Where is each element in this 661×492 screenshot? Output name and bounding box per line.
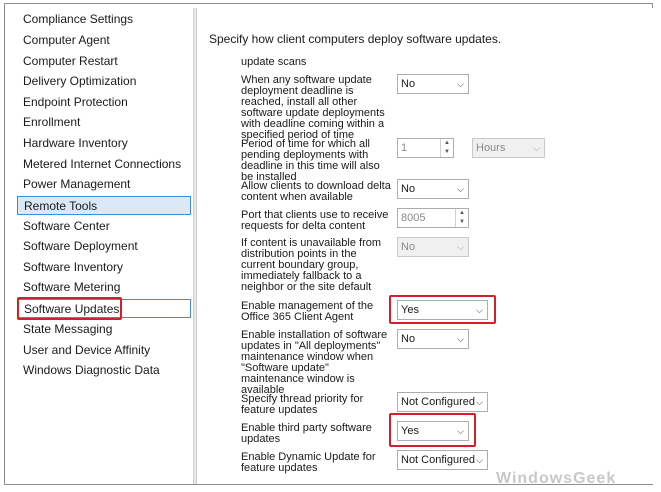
fallback-select[interactable] [397, 237, 469, 257]
nav-item-enrollment[interactable]: Enrollment [23, 115, 81, 129]
setting-label-thread-priority: Specify thread priority for feature updates [241, 393, 364, 416]
setting-label-fallback: If content is unavailable from distribution points in the current boundary group, immediately fallback to a neighbor or the site default [241, 237, 382, 293]
setting-label-delta-port: Port that clients use to receive requests for delta content [241, 209, 389, 232]
fallback-value: No [401, 241, 416, 253]
pending-period-spinner[interactable] [397, 138, 454, 158]
delta-port-spinner[interactable] [397, 208, 469, 228]
pending-period-unit-value: Hours [476, 142, 506, 154]
dynamic-update-value: Not Configured [401, 454, 475, 466]
chevron-down-icon: ⌵ [476, 397, 483, 407]
nav-item-software-center[interactable]: Software Center [23, 219, 110, 233]
nav-item-remote-tools[interactable]: Remote Tools [17, 196, 191, 215]
nav-item-state-messaging[interactable]: State Messaging [23, 322, 113, 336]
pending-period-unit-select[interactable] [472, 138, 545, 158]
setting-label-update-scans: update scans [241, 57, 307, 68]
office-365-value: Yes [401, 304, 419, 316]
nav-item-software-deployment[interactable]: Software Deployment [23, 239, 138, 253]
software-updates-highlight-box [17, 297, 122, 320]
nav-item-computer-restart[interactable]: Computer Restart [23, 54, 118, 68]
setting-label-deadline-install: When any software update deployment deadline is reached, install all other software update deployments with deadline coming within a specified period of time [241, 74, 385, 141]
settings-window [4, 3, 653, 485]
thread-priority-select[interactable] [397, 392, 488, 412]
nav-item-software-metering[interactable]: Software Metering [23, 280, 121, 294]
setting-label-maintenance-window: Enable installation of software updates in "All deployments" maintenance window when "Software update" maintenance window is available [241, 329, 388, 396]
delta-content-select[interactable] [397, 179, 469, 199]
thread-priority-value: Not Configured [401, 396, 475, 408]
pending-period-value: 1 [401, 142, 408, 154]
chevron-down-icon: ⌵ [457, 184, 464, 194]
nav-item-compliance-settings[interactable]: Compliance Settings [23, 12, 134, 26]
chevron-down-icon: ⌵ [457, 334, 464, 344]
dynamic-update-select[interactable] [397, 450, 488, 470]
office-365-highlight-box [389, 295, 496, 324]
deadline-install-select[interactable] [397, 74, 469, 94]
chevron-down-icon: ⌵ [457, 79, 464, 89]
nav-item-computer-agent[interactable]: Computer Agent [23, 33, 110, 47]
setting-label-third-party: Enable third party software updates [241, 422, 372, 445]
nav-item-power-management[interactable]: Power Management [23, 177, 131, 191]
chevron-down-icon: ⌵ [476, 455, 483, 465]
chevron-down-icon: ⌵ [457, 426, 464, 436]
settings-panel [199, 8, 653, 484]
setting-label-delta-content: Allow clients to download delta content when available [241, 180, 391, 203]
chevron-down-icon: ⌵ [476, 305, 483, 315]
panel-scrollbar[interactable] [647, 8, 653, 484]
nav-item-metered-internet-connections[interactable]: Metered Internet Connections [23, 157, 182, 171]
settings-nav [13, 8, 193, 484]
third-party-value: Yes [401, 425, 419, 437]
watermark: WindowsGeek [496, 470, 617, 487]
setting-label-dynamic-update: Enable Dynamic Update for feature updates [241, 451, 376, 474]
delta-port-value: 8005 [401, 212, 426, 224]
third-party-highlight-box [389, 413, 476, 447]
spinner-arrows-icon[interactable]: ▲ ▼ [455, 209, 468, 227]
chevron-down-icon: ⌵ [457, 242, 464, 252]
pane-splitter[interactable] [193, 8, 197, 484]
spinner-arrows-icon[interactable]: ▲ ▼ [440, 139, 453, 157]
setting-label-office-365: Enable management of the Office 365 Client Agent [241, 300, 374, 323]
nav-item-windows-diagnostic-data[interactable]: Windows Diagnostic Data [23, 363, 160, 377]
nav-item-software-updates[interactable]: Software Updates [17, 299, 191, 318]
nav-item-user-and-device-affinity[interactable]: User and Device Affinity [23, 343, 151, 357]
nav-item-delivery-optimization[interactable]: Delivery Optimization [23, 74, 137, 88]
nav-item-hardware-inventory[interactable]: Hardware Inventory [23, 136, 128, 150]
panel-intro: Specify how client computers deploy software updates. [209, 32, 502, 46]
setting-label-pending-period: Period of time for which all pending deployments with deadline in this time will also be installed [241, 138, 380, 183]
delta-content-value: No [401, 183, 416, 195]
maintenance-window-select[interactable] [397, 329, 469, 349]
maintenance-window-value: No [401, 333, 416, 345]
nav-item-endpoint-protection[interactable]: Endpoint Protection [23, 95, 128, 109]
deadline-install-value: No [401, 78, 416, 90]
chevron-down-icon: ⌵ [533, 143, 540, 153]
nav-item-software-inventory[interactable]: Software Inventory [23, 260, 124, 274]
